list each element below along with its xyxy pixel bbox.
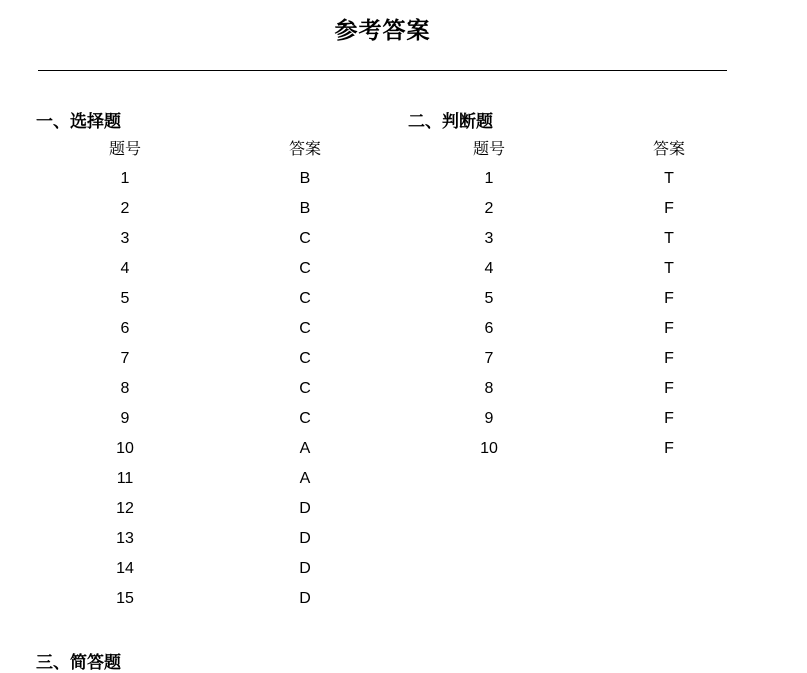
answer-value: D xyxy=(299,560,311,577)
section-heading-short-answer: 三、简答题 xyxy=(36,653,121,673)
question-number: 12 xyxy=(116,500,134,517)
answer-value: F xyxy=(664,200,674,217)
answer-value: T xyxy=(664,260,674,277)
answer-value: D xyxy=(299,500,311,517)
question-number: 9 xyxy=(484,410,494,427)
title-divider xyxy=(38,70,727,71)
answer-value: C xyxy=(299,410,311,427)
answer-value: C xyxy=(299,230,311,247)
answer-value: C xyxy=(299,260,311,277)
question-number: 8 xyxy=(484,380,494,397)
page-title: 参考答案 xyxy=(334,18,431,44)
question-number: 7 xyxy=(120,350,130,367)
answer-value: A xyxy=(299,440,311,457)
question-number: 6 xyxy=(120,320,130,337)
column-header-answer: 答案 xyxy=(652,139,685,158)
question-number: 11 xyxy=(116,470,134,487)
answer-value: C xyxy=(299,350,311,367)
answer-value: D xyxy=(299,530,311,547)
table-header xyxy=(400,134,760,164)
table-row xyxy=(36,584,396,614)
table-row xyxy=(36,494,396,524)
question-number: 3 xyxy=(484,230,494,247)
table-row xyxy=(400,254,760,284)
table-row xyxy=(36,344,396,374)
answer-value: C xyxy=(299,290,311,307)
question-number: 9 xyxy=(120,410,130,427)
table-row xyxy=(400,404,760,434)
question-number: 4 xyxy=(120,260,130,277)
table-row xyxy=(400,374,760,404)
table-row xyxy=(36,554,396,584)
section-heading-true-false: 二、判断题 xyxy=(408,112,493,132)
question-number: 5 xyxy=(120,290,130,307)
column-header-number: 题号 xyxy=(472,139,505,158)
table-row xyxy=(36,224,396,254)
table-row xyxy=(36,284,396,314)
question-number: 10 xyxy=(480,440,498,457)
question-number: 1 xyxy=(484,170,494,187)
table-row xyxy=(400,434,760,464)
answer-value: B xyxy=(299,200,311,217)
answer-value: F xyxy=(664,380,674,397)
table-header xyxy=(36,134,396,164)
true-false-answer-table xyxy=(400,134,760,464)
question-number: 3 xyxy=(120,230,130,247)
column-header-answer: 答案 xyxy=(288,139,321,158)
answer-value: A xyxy=(299,470,311,487)
answer-value: C xyxy=(299,380,311,397)
answer-value: D xyxy=(299,590,311,607)
table-row xyxy=(36,254,396,284)
table-row xyxy=(400,314,760,344)
table-row xyxy=(400,344,760,374)
answer-value: F xyxy=(664,410,674,427)
question-number: 8 xyxy=(120,380,130,397)
answer-value: F xyxy=(664,350,674,367)
question-number: 2 xyxy=(484,200,494,217)
table-row xyxy=(36,164,396,194)
section-heading-multiple-choice: 一、选择题 xyxy=(36,112,121,132)
table-row xyxy=(36,314,396,344)
question-number: 4 xyxy=(484,260,494,277)
answer-value: F xyxy=(664,320,674,337)
answer-value: T xyxy=(664,230,674,247)
column-header-number: 题号 xyxy=(108,139,141,158)
table-row xyxy=(36,404,396,434)
answer-value: C xyxy=(299,320,311,337)
table-row xyxy=(400,284,760,314)
question-number: 1 xyxy=(120,170,130,187)
question-number: 14 xyxy=(116,560,134,577)
table-row xyxy=(36,524,396,554)
question-number: 5 xyxy=(484,290,494,307)
question-number: 7 xyxy=(484,350,494,367)
table-row xyxy=(36,374,396,404)
table-row xyxy=(36,464,396,494)
question-number: 6 xyxy=(484,320,494,337)
table-row xyxy=(400,164,760,194)
multiple-choice-answer-table xyxy=(36,134,396,614)
table-row xyxy=(400,194,760,224)
answer-value: B xyxy=(299,170,311,187)
question-number: 13 xyxy=(116,530,134,547)
question-number: 10 xyxy=(116,440,134,457)
answer-value: F xyxy=(664,440,674,457)
answer-value: T xyxy=(664,170,674,187)
table-row xyxy=(36,194,396,224)
table-row xyxy=(400,224,760,254)
answer-value: F xyxy=(664,290,674,307)
question-number: 2 xyxy=(120,200,130,217)
question-number: 15 xyxy=(116,590,134,607)
table-row xyxy=(36,434,396,464)
